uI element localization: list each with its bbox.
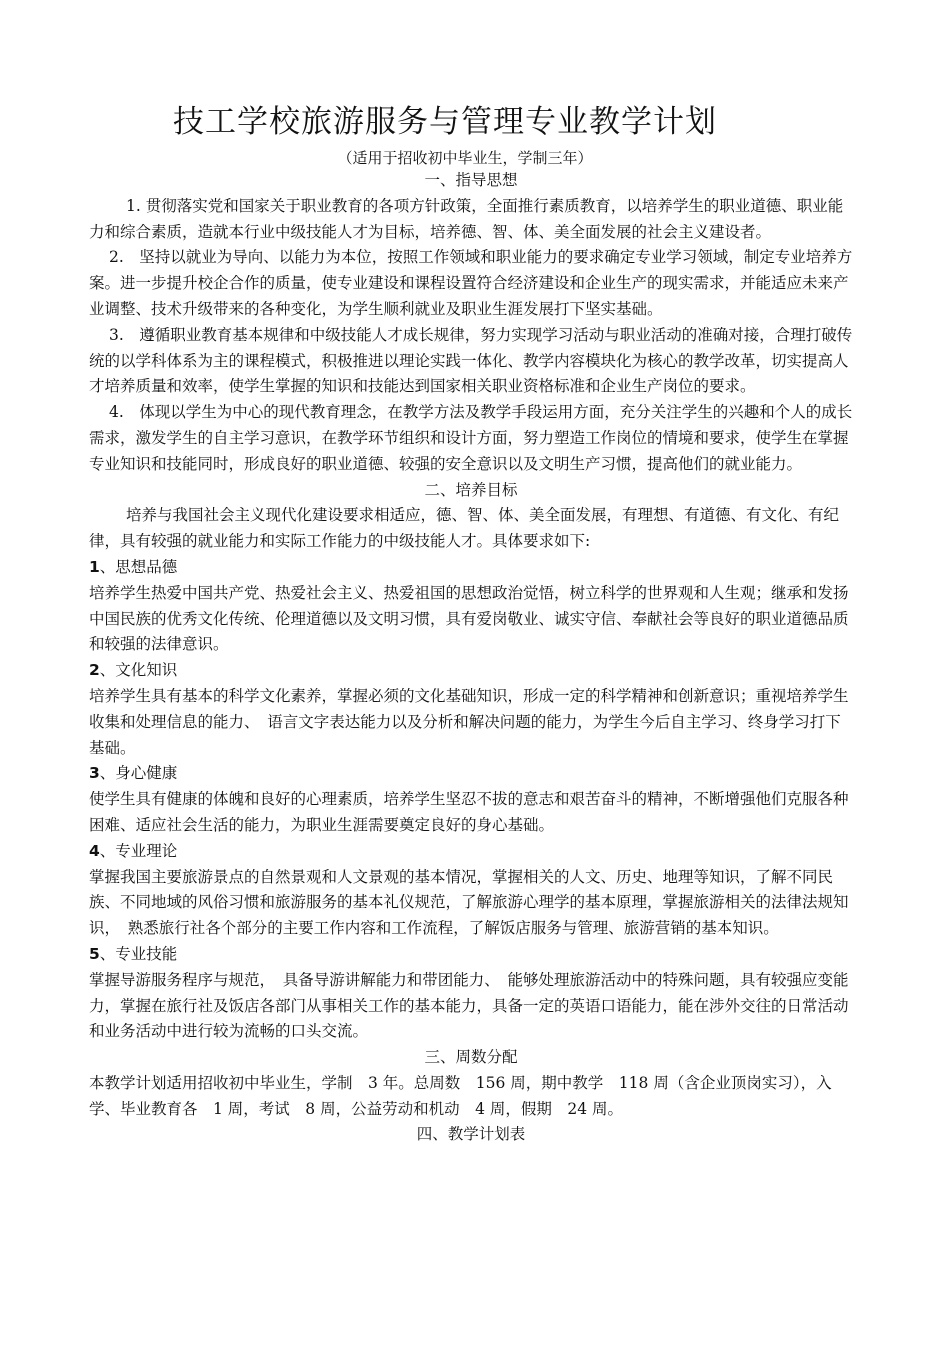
subheading-culture [89,658,853,684]
paragraph-guiding-3: 3. 遵循职业教育基本规律和中级技能人才成长规律，努力实现学习活动与职业活动的准确对接，合理打破传统的以学科体系为主的课程模式，积极推进以理论实践一体化、教学内容模块化为核心的教学改革，切实提高人才培养质量和效率，使学生掌握的知识和技能达到国家相关职业资格标准和企业生产岗位的要求。 [89,325,853,396]
subheading-title: 、身心健康 [99,764,178,783]
subheading-title: 、专业理论 [99,841,178,860]
subheading-title: 、专业技能 [99,944,178,963]
section-heading-teaching-plan-table: 四、教学计划表 [416,1125,526,1144]
subheading-title: 、文化知识 [99,661,178,680]
paragraph-moral: 培养学生热爱中国共产党、热爱社会主义、热爱祖国的思想政治觉悟，树立科学的世界观和人生观；继承和发扬中国民族的优秀文化传统、伦理道德以及文明习惯，具有爱岗敬业、诚实守信、奉献社会等良好的职业道德品质和较强的法律意识。 [89,583,849,654]
paragraph-theory: 掌握我国主要旅游景点的自然景观和人文景观的基本情况，掌握相关的人文、历史、地理等知识，了解不同民族、不同地域的风俗习惯和旅游服务的基本礼仪规范，了解旅游心理学的基本原理，掌握旅游相关的法律法规知识， 熟悉旅行社各个部分的主要工作内容和工作流程，了解饭店服务与管理、旅游营销的基本知识。 [89,867,849,938]
subheading-number: 5 [89,944,100,963]
subheading-number: 4 [89,841,100,860]
subheading-number: 3 [89,764,100,783]
paragraph-guiding-1: 1. 贯彻落实党和国家关于职业教育的各项方针政策，全面推行素质教育，以培养学生的职业道德、职业能力和综合素质，造就本行业中级技能人才为目标，培养德、智、体、美全面发展的社会主义建设者。 [89,196,844,241]
section-heading-training-goals: 二、培养目标 [424,480,518,499]
paragraph-training-intro: 培养与我国社会主义现代化建设要求相适应，德、智、体、美全面发展，有理想、有道德、有文化、有纪律，具有较强的就业能力和实际工作能力的中级技能人才。具体要求如下: [89,506,840,551]
paragraph-health: 使学生具有健康的体魄和良好的心理素质，培养学生坚忍不拔的意志和艰苦奋斗的精神，不断增强他们克服各种困难、适应社会生活的能力，为职业生涯需要奠定良好的身心基础。 [89,790,849,834]
subheading-number: 2 [89,661,100,680]
document-subtitle: （适用于招收初中毕业生，学制三年） [337,149,593,167]
subheading-theory [89,839,853,865]
document-body [89,168,853,1148]
subheading-moral [89,555,853,581]
paragraph-skills: 掌握导游服务程序与规范， 具备导游讲解能力和带团能力、 能够处理旅游活动中的特殊问题，具有较强应变能力，掌握在旅行社及饭店各部门从事相关工作的基本能力，具备一定的英语口语能力，能在涉外交往的日常活动和业务活动中进行较为流畅的口头交流。 [89,970,849,1041]
subheading-health [89,761,853,787]
subheading-skills [89,942,853,968]
paragraph-culture: 培养学生具有基本的科学文化素养，掌握必须的文化基础知识，形成一定的科学精神和创新意识；重视培养学生收集和处理信息的能力、 语言文字表达能力以及分析和解决问题的能力，为学生今后自主学习、终身学习打下基础。 [89,686,849,757]
paragraph-week-allocation: 本教学计划适用招收初中毕业生，学制 3 年。总周数 156 周，期中教学 118 周（含企业顶岗实习），入学、毕业教育各 1 周，考试 8 周，公益劳动和机动 4 周，假期 24 周。 [89,1073,832,1118]
section-heading-week-allocation: 三、周数分配 [424,1048,518,1067]
paragraph-guiding-2: 2. 坚持以就业为导向、以能力为本位，按照工作领域和职业能力的要求确定专业学习领域，制定专业培养方案。进一步提升校企合作的质量，使专业建设和课程设置符合经济建设和企业生产的现实需求，并能适应未来产业调整、技术升级带来的各种变化，为学生顺利就业及职业生涯发展打下坚实基础。 [89,248,853,318]
paragraph-guiding-4: 4. 体现以学生为中心的现代教育理念，在教学方法及教学手段运用方面，充分关注学生的兴趣和个人的成长需求，激发学生的自主学习意识，在教学环节组织和设计方面，努力塑造工作岗位的情境和要求，使学生在掌握专业知识和技能同时，形成良好的职业道德、较强的安全意识以及文明生产习惯，提高他们的就业能力。 [89,403,853,473]
document-title: 技工学校旅游服务与管理专业教学计划 [173,104,717,140]
subheading-title: 、思想品德 [99,557,178,576]
subheading-number: 1 [89,557,100,576]
section-heading-guiding-ideology: 一、指导思想 [424,171,518,189]
